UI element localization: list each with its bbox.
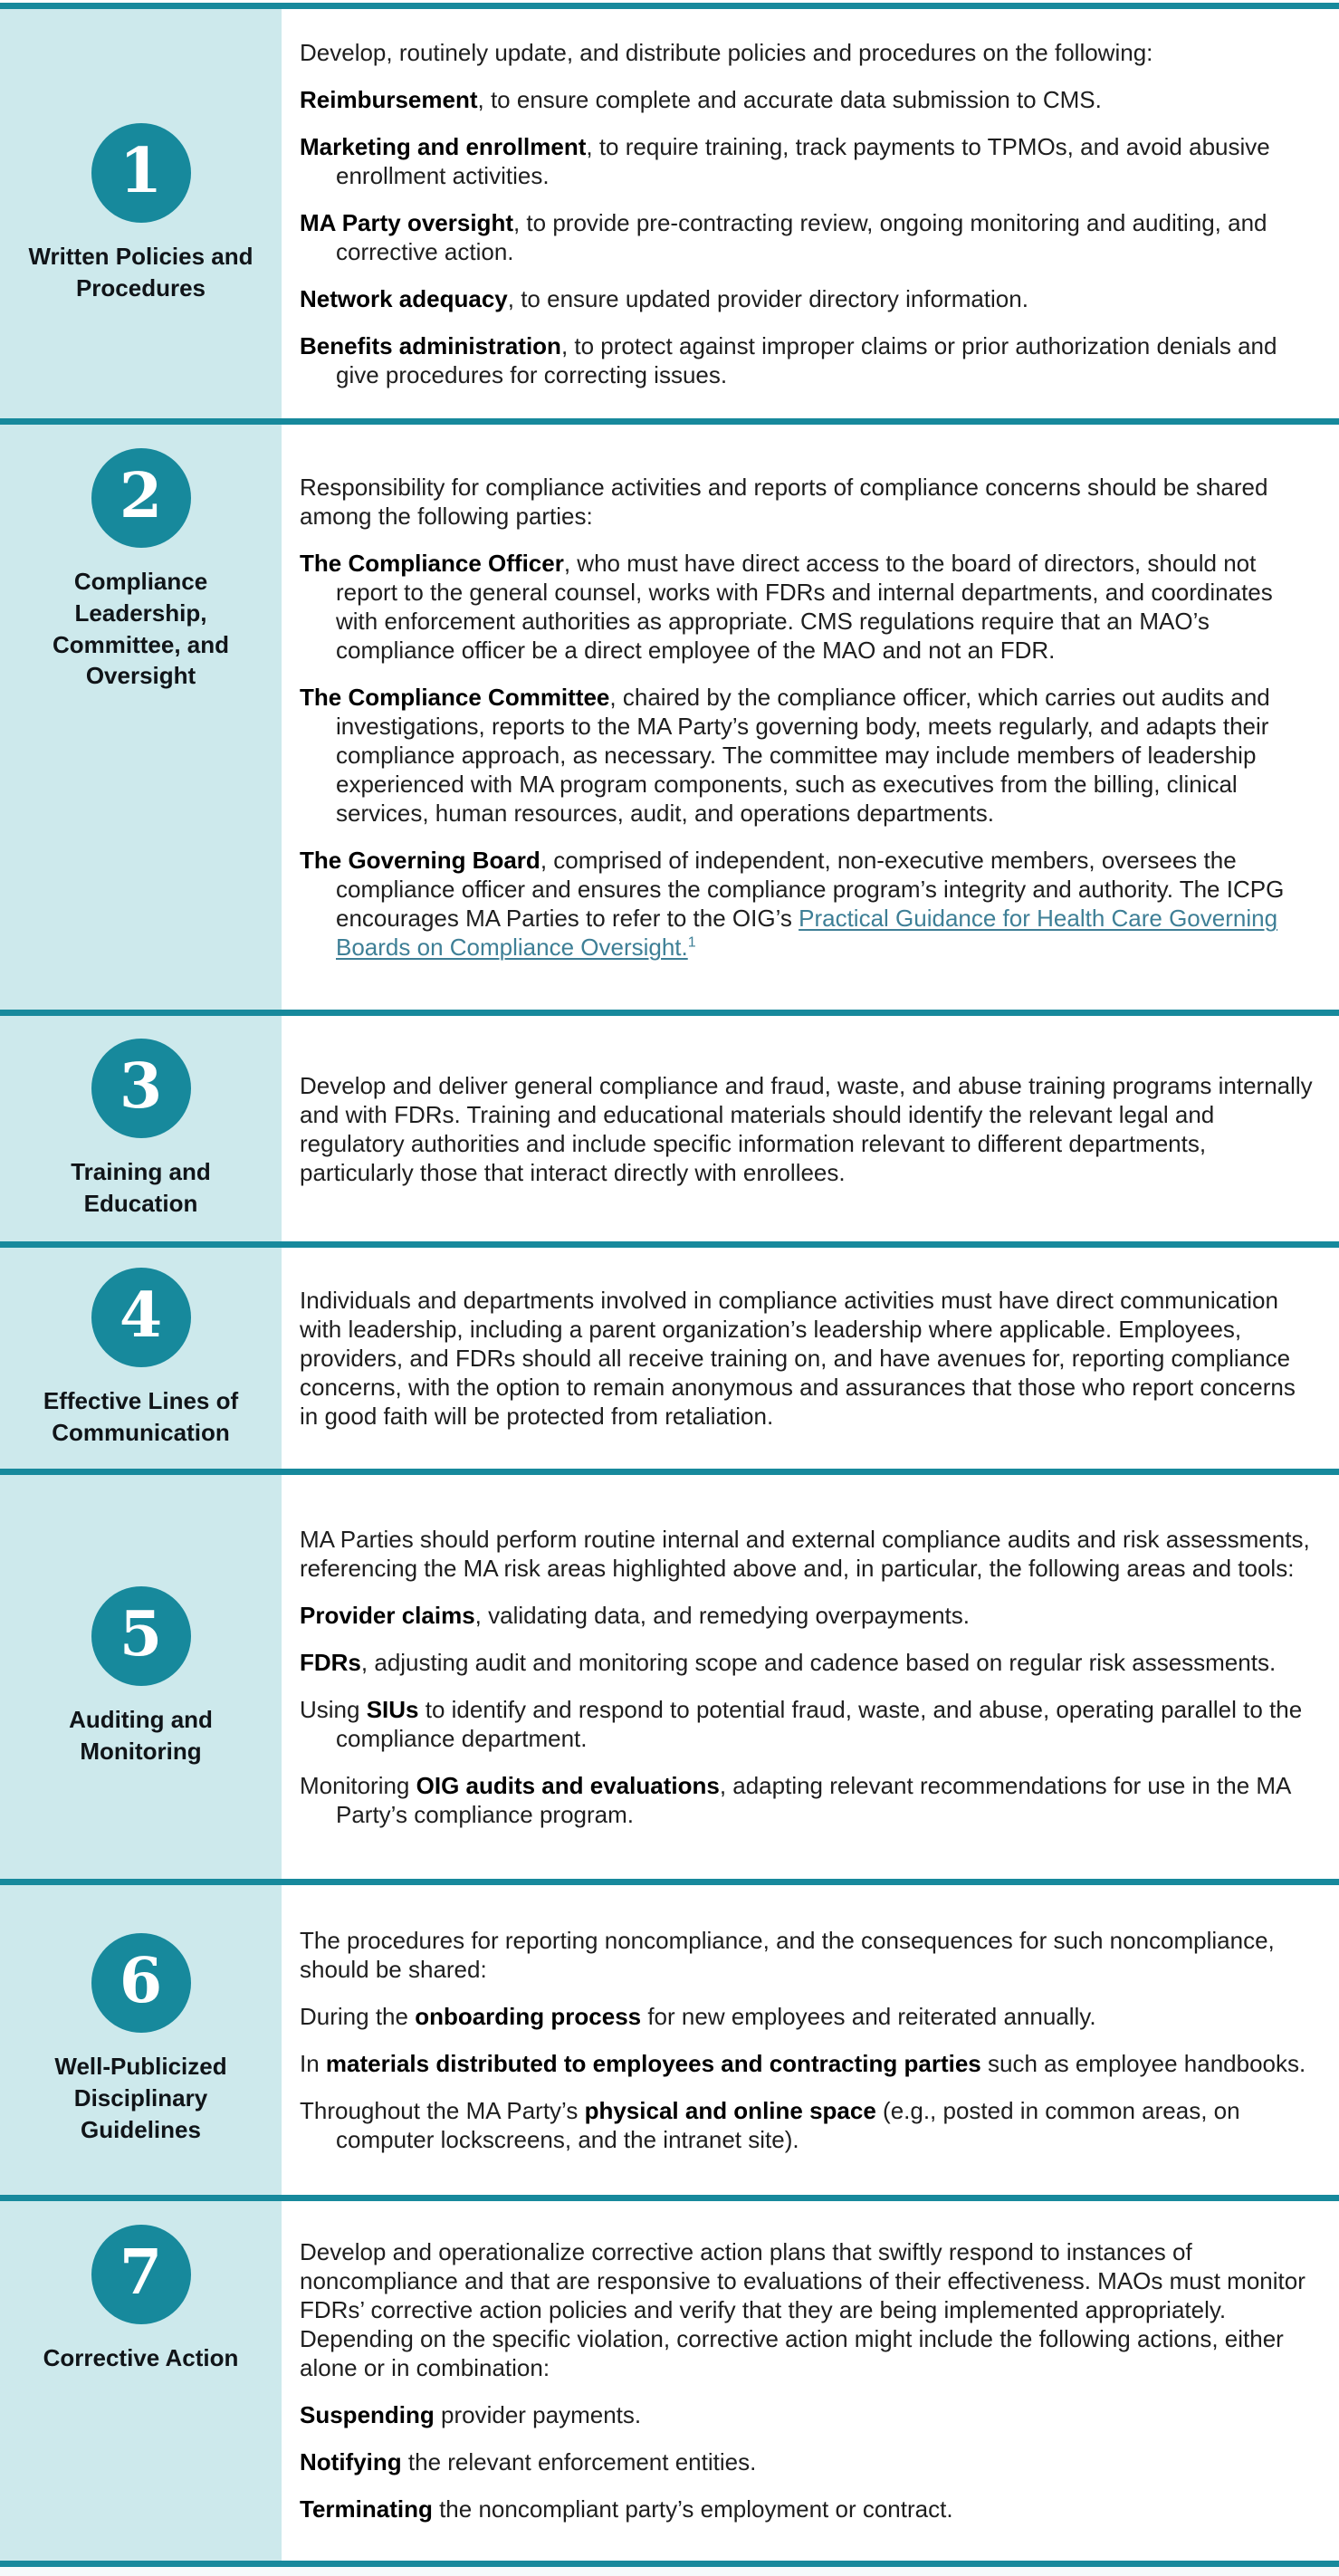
section-number: 5 (119, 1597, 163, 1671)
bold-term: Network adequacy (300, 285, 508, 312)
section-content (282, 1885, 1339, 2195)
section-row (0, 1016, 1339, 1241)
bottom-strip (0, 2567, 1339, 2576)
section-content (282, 1248, 1339, 1469)
paragraph: Develop and operationalize corrective action plans that swiftly respond to instances of noncompliance and that are responsive to evaluations of their effectiveness. MAOs must monitor FDRs’ corrective action policies and verify that they are being implemented appropriately. Depending on the specific violation, corrective action might include the following actions, either alone or in combination: (300, 2238, 1306, 2382)
bold-term: Benefits administration (300, 332, 561, 359)
section-number: 2 (119, 460, 163, 532)
bold-term: onboarding process (415, 2002, 642, 2030)
paragraph: In materials distributed to employees and contracting parties such as employee handbooks. (300, 2049, 1306, 2077)
bold-term: Reimbursement (300, 86, 478, 113)
section-divider (0, 1879, 1339, 1885)
paragraph: Benefits administration, to protect against improper claims or prior authorization denials and give procedures for correcting issues. (300, 332, 1277, 388)
top-border (0, 3, 1339, 9)
section-row (0, 425, 1339, 1010)
section-sidebar (0, 1016, 282, 1241)
paragraph: Responsibility for compliance activities and reports of compliance concerns should be shared among the following parties: (300, 474, 1268, 530)
section-sidebar (0, 2201, 282, 2561)
section-number-badge (91, 1933, 191, 2033)
section-number: 6 (119, 1945, 163, 2018)
paragraph: MA Party oversight, to provide pre-contracting review, ongoing monitoring and auditing, and corrective action. (300, 209, 1267, 265)
section-divider (0, 418, 1339, 425)
section-sidebar (0, 1885, 282, 2195)
paragraph: Throughout the MA Party’s physical and online space (e.g., posted in common areas, on computer lockscreens, and the intranet site). (300, 2096, 1240, 2153)
sections-container (0, 9, 1339, 2561)
bold-term: Terminating (300, 2495, 433, 2523)
bold-term: The Compliance Committee (300, 684, 610, 711)
section-row (0, 1248, 1339, 1469)
paragraph: Develop, routinely update, and distribute policies and procedures on the following: (300, 39, 1153, 66)
bottom-border (0, 2561, 1339, 2567)
paragraph: Using SIUs to identify and respond to potential fraud, waste, and abuse, operating parallel to the compliance department. (300, 1695, 1303, 1752)
bold-term: The Compliance Officer (300, 550, 564, 577)
section-sidebar (0, 425, 282, 1010)
section-label: Well-Publicized Disciplinary Guidelines (54, 2053, 227, 2144)
section-number: 4 (119, 1279, 163, 1352)
section-number-badge (91, 1039, 191, 1138)
section-number: 7 (119, 2236, 163, 2309)
section-content (282, 1016, 1339, 1241)
bold-term: physical and online space (584, 2096, 876, 2124)
section-label: Corrective Action (43, 2343, 239, 2371)
paragraph: Provider claims, validating data, and remedying overpayments. (300, 1601, 970, 1629)
section-row (0, 2201, 1339, 2561)
paragraph: Terminating the noncompliant party’s employment or contract. (300, 2495, 953, 2523)
paragraph: Notifying the relevant enforcement entities. (300, 2448, 757, 2476)
section-content (282, 1475, 1339, 1879)
bold-term: Provider claims (300, 1601, 475, 1629)
paragraph: Monitoring OIG audits and evaluations, adapting relevant recommendations for use in the MA Party’s compliance program. (300, 1771, 1290, 1828)
section-label: Auditing and Monitoring (69, 1705, 213, 1765)
bold-term: MA Party oversight (300, 209, 513, 236)
section-content (282, 425, 1339, 1010)
section-label: Written Policies and Procedures (28, 243, 253, 302)
paragraph: MA Parties should perform routine internal and external compliance audits and risk assessments, referencing the MA risk areas highlighted above and, in particular, the following areas and tools: (300, 1525, 1310, 1582)
footnote-superscript: 1 (687, 934, 696, 951)
section-sidebar (0, 1248, 282, 1469)
paragraph: Network adequacy, to ensure updated provider directory information. (300, 285, 1028, 312)
bold-term: The Governing Board (300, 847, 540, 874)
paragraph: Suspending provider payments. (300, 2401, 642, 2429)
paragraph: The procedures for reporting noncompliance, and the consequences for such noncompliance, should be shared: (300, 1926, 1275, 1983)
bold-term: OIG audits and evaluations (416, 1771, 720, 1799)
section-label: Effective Lines of Communication (43, 1387, 239, 1446)
section-content (282, 2201, 1339, 2561)
section-sidebar (0, 9, 282, 418)
paragraph: During the onboarding process for new employees and reiterated annually. (300, 2002, 1096, 2030)
section-label: Compliance Leadership, Committee, and Oversight (52, 568, 230, 690)
oig-guidance-link[interactable]: Practical Guidance for Health Care Governing Boards on Compliance Oversight. (336, 905, 1278, 961)
section-number: 3 (119, 1049, 163, 1123)
section-divider (0, 1010, 1339, 1016)
bold-term: materials distributed to employees and contracting parties (325, 2049, 981, 2077)
section-row (0, 1885, 1339, 2195)
section-content (282, 9, 1339, 418)
section-number-badge (91, 1268, 191, 1367)
paragraph: Develop and deliver general compliance and fraud, waste, and abuse training programs internally and with FDRs. Training and educational materials should identify the relevant legal and regulatory authorities and include specific information relevant to different departments, particularly those that interact directly with enrollees. (300, 1071, 1313, 1186)
bold-term: FDRs (300, 1648, 361, 1676)
paragraph: Individuals and departments involved in compliance activities must have direct communication with leadership, including a parent organization’s leadership where applicable. Employees, providers, and FDRs should all receive training on, and have avenues for, reporting compliance concerns, with the option to remain anonymous and assurances that those who report concerns in good faith will be protected from retaliation. (300, 1286, 1296, 1430)
paragraph: The Compliance Officer, who must have direct access to the board of directors, should not report to the general counsel, works with FDRs and internal departments, and coordinates with enforcement authorities as appropriate. CMS regulations require that an MAO’s compliance officer be a direct employee of the MAO and not an FDR. (300, 550, 1273, 664)
paragraph: Marketing and enrollment, to require training, track payments to TPMOs, and avoid abusive enrollment activities. (300, 133, 1270, 189)
section-divider (0, 1241, 1339, 1248)
section-number-badge (91, 448, 191, 548)
section-label: Training and Education (71, 1157, 211, 1217)
paragraph: Reimbursement, to ensure complete and accurate data submission to CMS. (300, 86, 1102, 113)
section-row (0, 1475, 1339, 1879)
paragraph: FDRs, adjusting audit and monitoring scope and cadence based on regular risk assessments. (300, 1648, 1277, 1676)
bold-term: SIUs (366, 1695, 419, 1723)
bold-term: Marketing and enrollment (300, 133, 587, 160)
bold-term: Notifying (300, 2448, 402, 2476)
section-number-badge (91, 123, 191, 223)
paragraph: The Governing Board, comprised of independent, non-executive members, oversees the compliance officer and ensures the compliance program’s integrity and authority. The ICPG encourages MA Parties to refer to the OIG’s Practical Guidance for Health Care Governing Boards on Compliance Oversight.$^1$ (300, 847, 1285, 961)
section-row (0, 9, 1339, 418)
section-divider (0, 2195, 1339, 2201)
section-number-badge (91, 1586, 191, 1686)
bold-term: Suspending (300, 2401, 435, 2429)
section-number-badge (91, 2225, 191, 2324)
section-divider (0, 1469, 1339, 1475)
paragraph: The Compliance Committee, chaired by the compliance officer, which carries out audits and investigations, reports to the MA Party’s governing body, meets regularly, and adapts their compliance approach, as necessary. The committee may include members of leadership experienced with MA program components, such as executives from the billing, clinical services, human resources, audit, and operations departments. (300, 684, 1270, 827)
section-sidebar (0, 1475, 282, 1879)
section-number: 1 (119, 135, 163, 208)
